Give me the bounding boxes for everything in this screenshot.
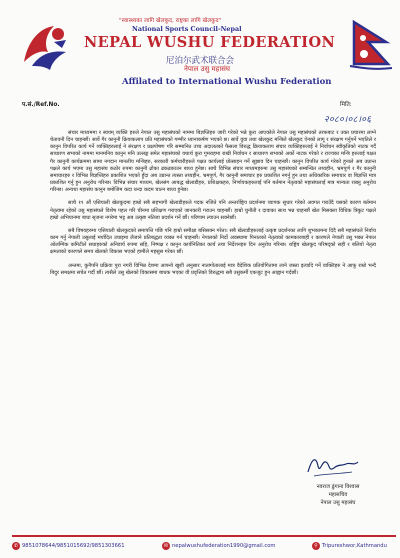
signatory-block [300,483,376,507]
location-pin-icon: ⚲ [312,542,320,550]
email-address[interactable]: nepalwushufederation1990@gmail.com [172,543,276,549]
affiliation-text: Affilated to International Wushu Federation [122,77,332,87]
letterhead-page [4,4,396,554]
ref-number-label: प.सं./Ref.No. [22,102,60,108]
signature [304,452,360,480]
council-name: National Sports Council-Nepal [132,25,242,33]
footer-address [312,542,387,550]
body-paragraph: सबै विषयहरुमा एसियाली खेलकुदको समापत्ति पछि पनि हाम्रो समीक्षा बसिसक्न गरेता। सबै खेलाडीहरुलाई उत्कृष्ट प्रदर्शनका लागि शुभकामना दिदै सबै महासंघले निर्वाच काम गर्नु नेपाली उसुलाई मर्यादित उचाइमा लैजाने प्रतिबद्धता व्यक्त गर्न चाहन्छौं। नेपालको निर्दो अवस्थामा पिनातको नेतृत्वको कामकारबाही र कारणले नेपाली उसु भक्त नेपाल ओलम्पिक कमिटीले सधाहरुको अनिवार्य रुपमा सहि, निष्पक्ष र कानुन कार्यनितिका कार्य तथा निर्देशनहरु दिन अनुरोध गरिन्छ। राष्ट्रिय खेलकुद परिषद्को सही र बलियो नेतृत्व क्षमताको कारणले समय खेलको विकास भएको हामीले महसुस गरेका छौं। [50,227,376,256]
slogan-text: "स्वास्थ्यका लागि खेलकुद, राष्ट्रका लागि खेलकुद" [119,18,222,24]
federation-title: NEPAL WUSHU FEDERATION [84,34,336,51]
footer-divider [12,535,396,537]
phone-icon: ✆ [13,543,19,549]
signer-org: नेपाल उसु महासंघ [320,500,356,506]
footer-phone [12,542,125,550]
letter-body [50,130,376,283]
body-paragraph: संचार माध्यममा र स्वयम् व्यक्ति हरुले नेपाल उसु महासंघको नाममा बिज्ञप्तिहरु जारी गरेको भन्ने कुरा आएकोले नेपाल उसु महासंघको तरफबाट र उक्त प्रचारमा लाग्ने चेतावनी दिन चाहन्छौं। सार्वे गैर कानुनी क्रियाकलाप प्रति महासंघको गम्भीर ध्यानाकर्षण भएको छ। सार्वे युवा तथा खेलकुद मन्त्रिले खेलकुद ऐनको लागू र संरक्षण गर्नुपर्ने भएतिले र कानुन विपरित कार्य गर्ने व्यक्तिहरुलाई ने संरक्षण र प्रक्षपोषण गरि सम्मानित उच्च अदालतको फैसला विरुद्ध क्रियाकलाप संचार व्यक्तिहरुलाई ने निर्वाचन स्वीकृतिको नाटक गर्दै साधारण सभाको नाममा मानमनिय कानुन मनि उल्लङ्घ समेत महासंघको यथार्थ कुरा गुमराहमा राखी निर्वाचन र साधारण सभाको अर्को नाटक गरेको र राज्यका मन्त्रि हरुलाई पक्षत गैर कानुनी कार्यक्रममा सामा नगदान मानलीय मन्त्रिहरु, सरकारी कर्मचारीहरुले पक्षत कार्यलाई प्रोत्साहन गर्ने सूझाव दिन चाहन्छौं। कानुन विपरित कार्य गरेको हुनाले अब उप्रान्त पक्षले कार्य भएमा उसु महासंघ कठोर रुपमा कानुनी ढोका ढकढकाउन बाध्य हुनेछ। साथै विभिन्न संचार माध्यमहरुमा उसु महासंघको सम्बन्धित तथ्यहीन, भ्रमपूर्ण र गैर कानुनी समाचारहरु र विभिन्न बिज्ञप्तिहरु प्रकाशित भएको हुँदा अब उप्रान्त त्यस्ता तथ्यहीन, भ्रमपूर्ण, गैर कानुनी समाचार हरु प्रकाशित नगर्नु हुन तथा अधिकारिक समाचार वा बिज्ञप्ति मात्र प्रकाशित गर्नु हुन अनुरोध गरिन्छ। विभिन्न संचार माध्यम, खेलसंग आबद्ध खेलाडीहरु, प्रशिक्षकहरु, निर्णायकहरुलाई पनि बर्तमान नेतृत्वको महासंघलाई मात्र मान्यता राख्नु अनुरोध गरिन्छ। अन्यथा महासंघ कानुन बमोजिम कदा धन्दा कदम चाल्न बाध्य हुनेछ। [50,130,376,194]
email-icon: ✉ [163,543,169,549]
footer [12,540,396,554]
federation-logo [18,20,74,72]
signer-title: महासचिव [328,492,348,498]
handwritten-date: २०८०।०८।०६ [324,115,372,125]
date-label: मिति: [340,102,352,108]
phone-numbers: 9851078644/9851015692/9851303661 [22,543,125,549]
footer-email[interactable] [162,542,275,550]
chinese-name: 尼泊尔武术联合会 [166,56,235,66]
signer-name: नवराज ढुंगाना विश्वास [316,484,360,490]
body-paragraph: साथै १९ औं एसियाली खेलकुदमा हाम्रो सबै सहभागी खेलाडीहरुले पदक नजिते पनि अन्तर्राष्ट्रिय प्रदर्शनमा व्यापक सुधार गरेको अवगत गराउँदै यसको कारण बर्तमान नेतृत्वमा रहेको उसु महासंघले विशेष पहल गरि चीनमा प्रशिक्षण गराएको जानकारी गराउन चाहन्छौं। हाम्रो चुनौती र दावाका साथ भन्न चाहन्छौं खेल मिसक्ला विधिक त्रिकुट पक्षले हाम्रो अभियानमा बाधा सृजना नगरेमा भट्ट अब उत्कृष्ट नतिजा प्रदर्शन गर्ने छौं। परिणाम ल्याउन सक्नेछौं। [50,200,376,221]
address-text: Tripureshwor,Kathmandu [322,543,387,549]
nepali-name: नेपाल उसु महासंघ [184,65,231,73]
nepal-flag-logo [348,18,394,74]
body-paragraph: अन्तमा, कुनैपनि प्रक्रिया पुरा नगरी विभिन्न देशमा आफ्नो खुशी अनुसार नातागोतालाई मात्र वैदेशिक प्रतियोगितामा लाने जस्ता इत्यादि गर्ने वाक्लिहरु ने आफू राम्रो भन्दै बिदुर समक्षमा सचेत गर्दौ छौं। त्यसैले उसु खेलको विकासमा बाधक भएका यी प्रवृत्तिको विरुद्धमा सबै उसुकर्मी एकजुट हुन आह्वान गर्दछौं। [50,262,376,276]
